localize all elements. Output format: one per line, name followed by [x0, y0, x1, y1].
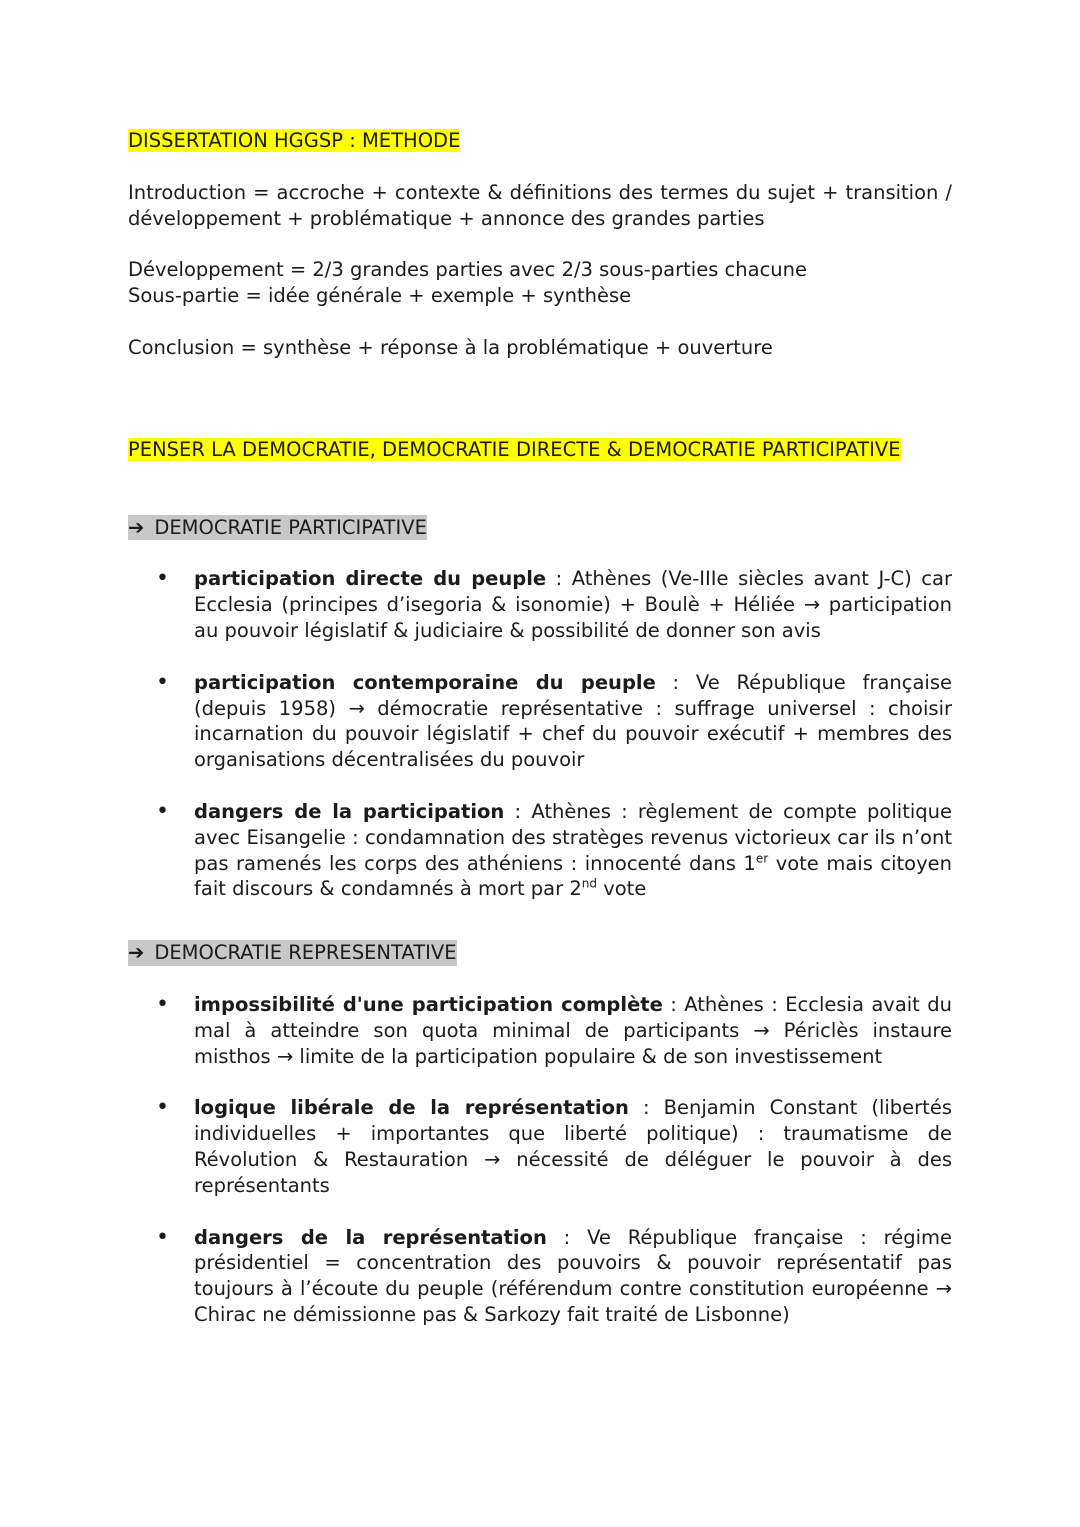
section-representative-list: [128, 992, 952, 1328]
section-participative-list: [128, 566, 952, 902]
list-item: [128, 1225, 952, 1328]
method-intro: Introduction = accroche + contexte & définitions des termes du sujet + transition / développement + problématique + annonce des grandes parties: [128, 180, 952, 230]
item-head: participation directe du peuple: [194, 567, 547, 591]
item-body: : Ve République française : régime présidentiel = concentration des pouvoirs & pouvoir représentatif pas toujours à l’écoute du peuple (référendum contre constitution européenne → Chirac ne démissionne pas & Sarkozy fait traité de Lisbonne): [194, 1225, 952, 1326]
section-title-box: [128, 515, 427, 541]
method-development: Développement = 2/3 grandes parties avec 2/3 sous-parties chacune: [128, 258, 808, 282]
list-item: [128, 566, 952, 643]
item-head: impossibilité d'une participation complète: [194, 992, 663, 1016]
item-body: : Athènes : Ecclesia avait du mal à atteindre son quota minimal de participants → Périclès instaure misthos → limite de la participation populaire & de son investissement: [194, 992, 952, 1068]
list-item: [128, 992, 952, 1069]
arrow-right-icon: ➔: [128, 515, 145, 539]
section-heading-participative: [128, 515, 952, 541]
superscript: er: [755, 851, 769, 866]
method-conclusion: Conclusion = synthèse + réponse à la problématique + ouverture: [128, 335, 773, 359]
section-title-box: [128, 940, 457, 966]
item-body: : Ve République française (depuis 1958) → démocratie représentative : suffrage universel : choisir incarnation du pouvoir législatif + chef du pouvoir exécutif + membres des organisations décentralisées du pouvoir: [194, 670, 952, 772]
item-head: dangers de la représentation: [194, 1225, 547, 1249]
item-head: dangers de la participation: [194, 799, 505, 823]
list-item: [128, 799, 952, 902]
list-item: [128, 1095, 952, 1198]
section-title: DEMOCRATIE REPRESENTATIVE: [154, 941, 457, 965]
item-body: : Benjamin Constant (libertés individuelles + importantes que liberté politique) : traumatisme de Révolution & Restauration → nécessité de déléguer le pouvoir à des représentants: [194, 1096, 952, 1197]
chapter-heading: [128, 437, 952, 463]
method-title: DISSERTATION HGGSP : METHODE: [128, 129, 461, 152]
item-body: vote: [597, 877, 647, 901]
list-item: [128, 670, 952, 773]
item-body: vote mais citoyen fait discours & condamnés à mort par 2: [194, 851, 952, 901]
document-page: [128, 128, 952, 1328]
item-body: : Athènes : règlement de compte politique avec Eisangelie : condamnation des stratèges revenus victorieux car ils n’ont pas ramenés les corps des athéniens : innocenté dans 1: [194, 799, 952, 875]
item-head: participation contemporaine du peuple: [194, 670, 656, 694]
superscript: nd: [581, 876, 597, 891]
item-body: : Athènes (Ve-IIIe siècles avant J-C) car Ecclesia (principes d’isegoria & isonomie) + Boulè + Héliée → participation au pouvoir législatif & judiciaire & possibilité de donner son avis: [194, 567, 952, 642]
method-subpart: Sous-partie = idée générale + exemple + synthèse: [128, 284, 632, 308]
chapter-title: PENSER LA DEMOCRATIE, DEMOCRATIE DIRECTE & DEMOCRATIE PARTICIPATIVE: [128, 437, 901, 461]
section-title: DEMOCRATIE PARTICIPATIVE: [154, 515, 427, 539]
arrow-right-icon: ➔: [128, 941, 145, 965]
item-head: logique libérale de la représentation: [194, 1096, 629, 1120]
method-heading: [128, 128, 952, 154]
section-heading-representative: [128, 940, 952, 966]
